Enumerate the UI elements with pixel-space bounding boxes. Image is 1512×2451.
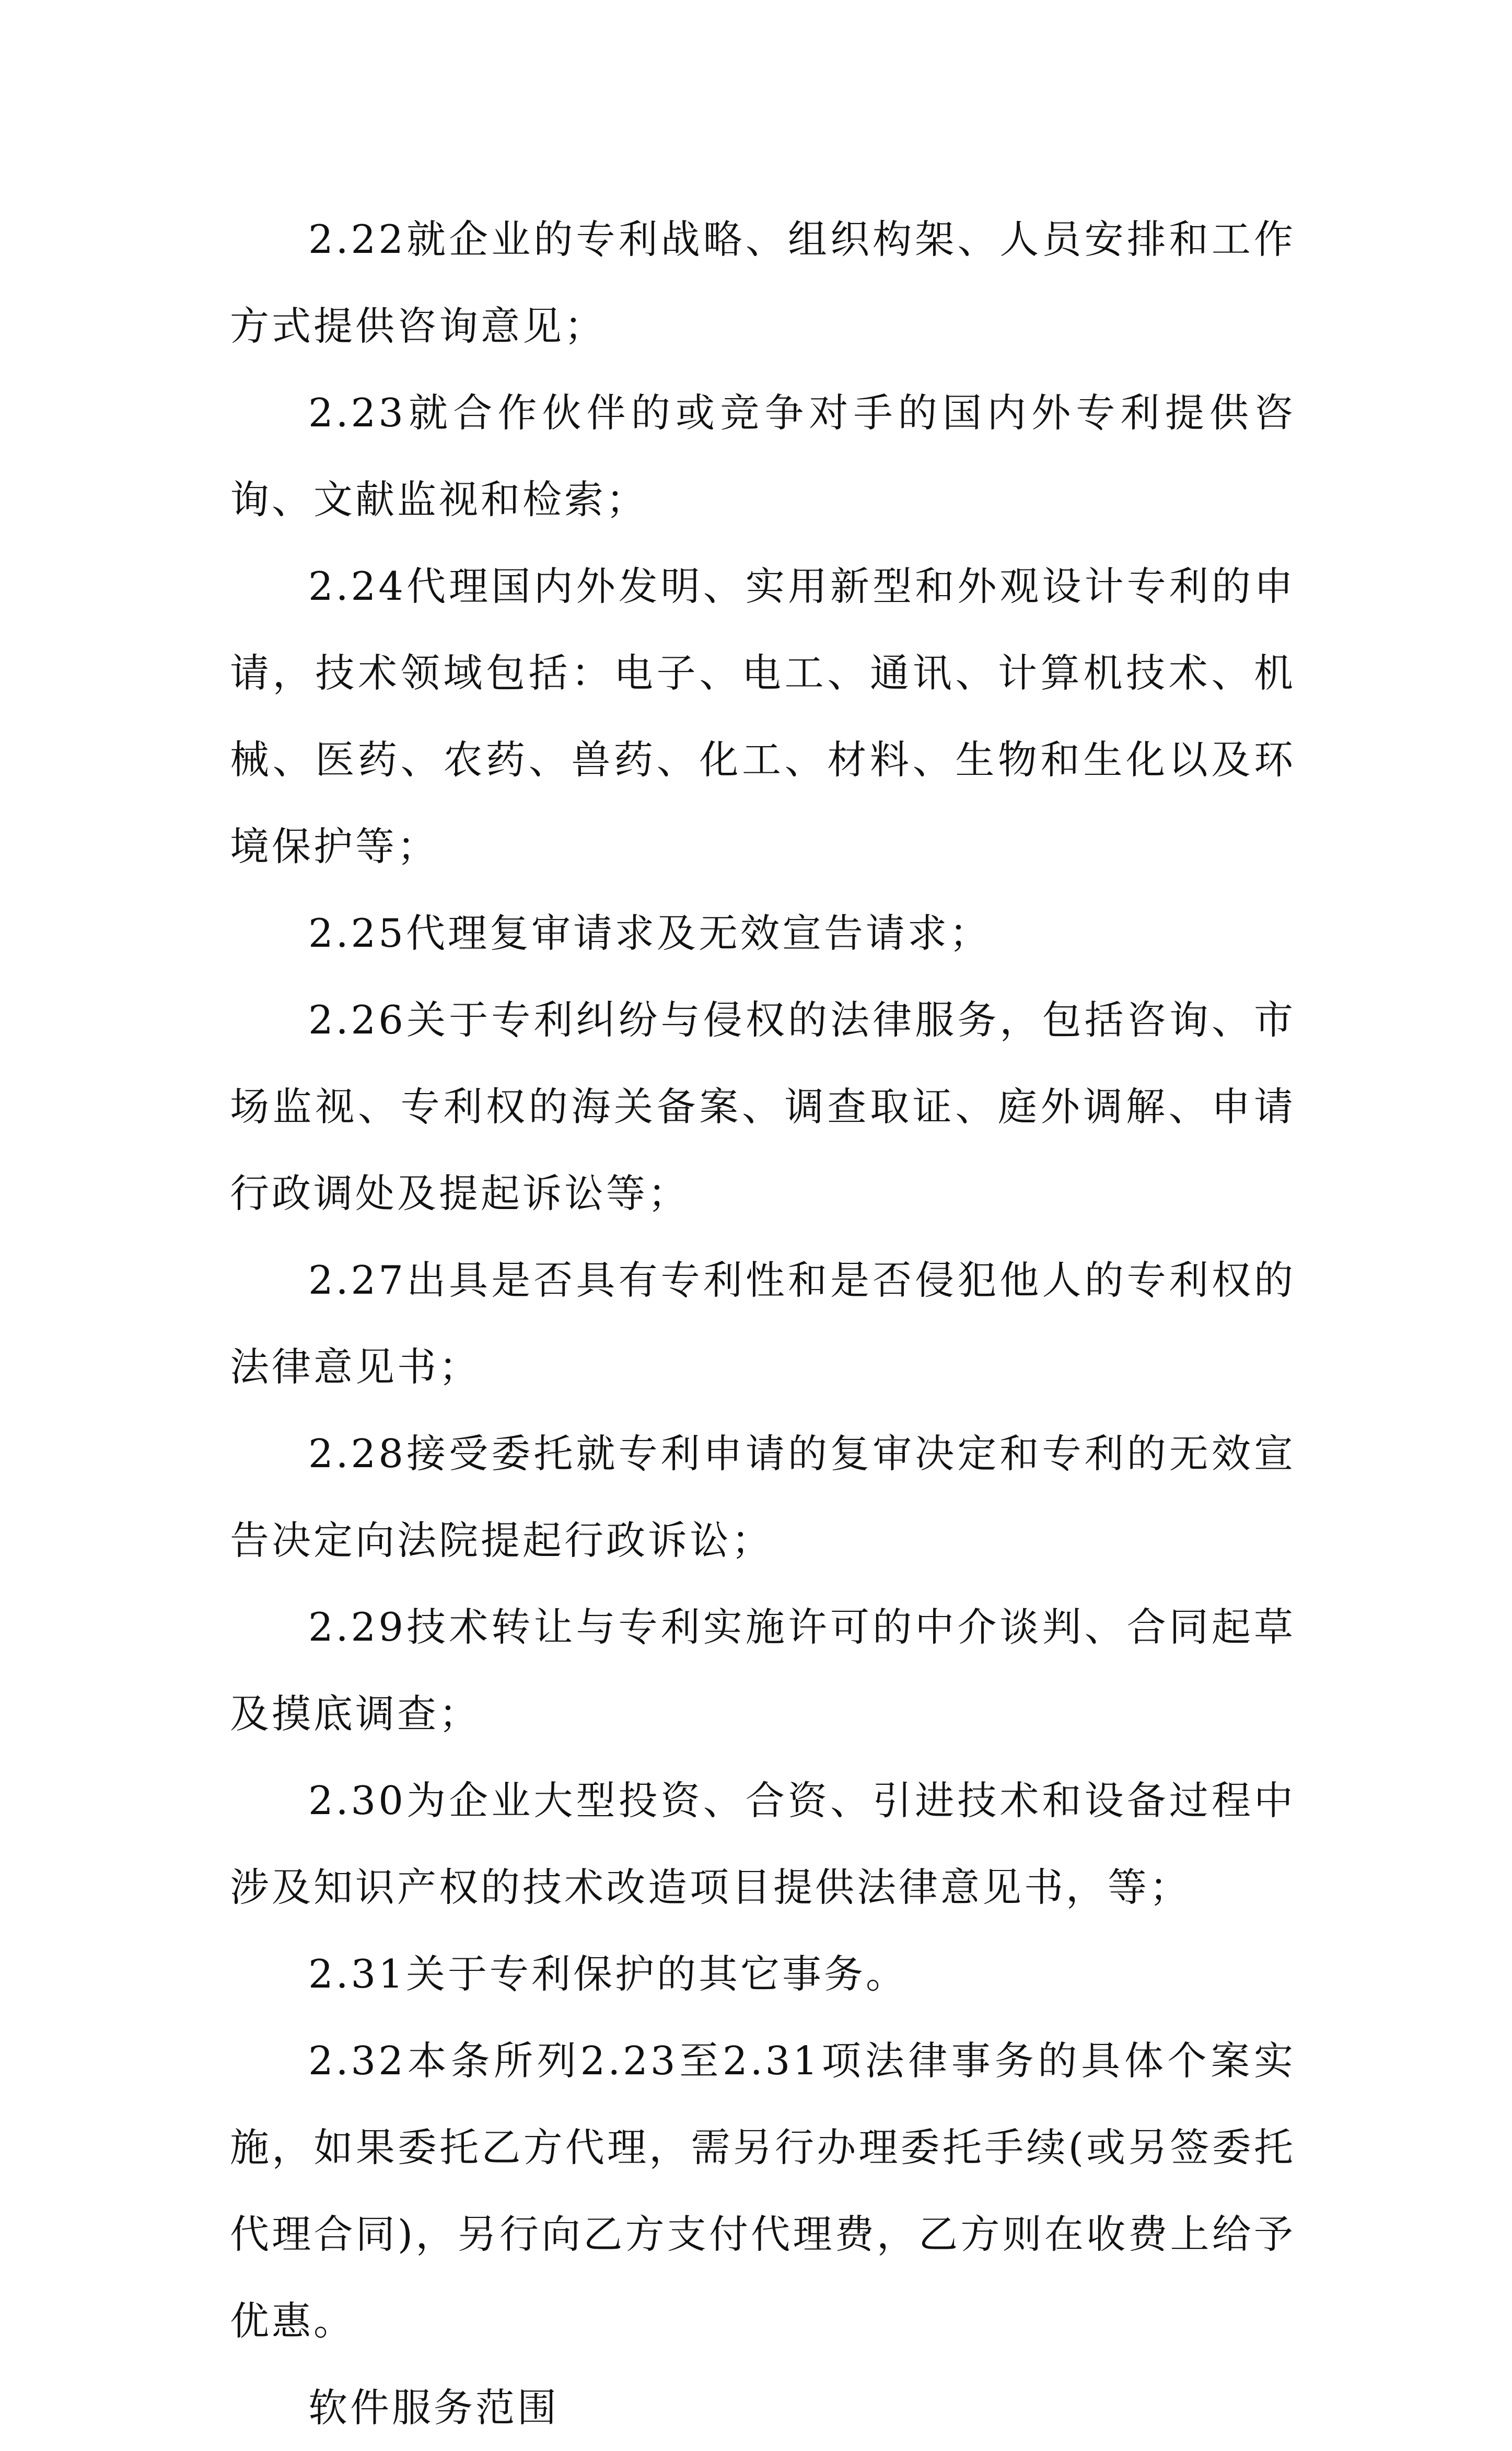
paragraph-2-22: 2.22就企业的专利战略、组织构架、人员安排和工作方式提供咨询意见； <box>230 216 1296 349</box>
section-heading-software-services: 软件服务范围 <box>308 2385 560 2431</box>
paragraph-2-23: 2.23就合作伙伴的或竞争对手的国内外专利提供咨询、文献监视和检索； <box>230 390 1296 522</box>
paragraph-2-32: 2.32本条所列2.23至2.31项法律事务的具体个案实施，如果委托乙方代理，需另行办理委托手续(或另签委托代理合同)，另行向乙方支付代理费，乙方则在收费上给予优惠。 <box>230 2038 1296 2344</box>
paragraph-2-25: 2.25代理复审请求及无效宣告请求； <box>308 910 991 956</box>
paragraph-2-28: 2.28接受委托就专利申请的复审决定和专利的无效宣告决定向法院提起行政诉讼； <box>230 1431 1296 1563</box>
paragraph-2-27: 2.27出具是否具有专利性和是否侵犯他人的专利权的法律意见书； <box>230 1257 1296 1390</box>
paragraph-2-29: 2.29技术转让与专利实施许可的中介谈判、合同起草及摸底调查； <box>230 1604 1296 1737</box>
paragraph-2-26: 2.26关于专利纠纷与侵权的法律服务，包括咨询、市场监视、专利权的海关备案、调查取证、庭外调解、申请行政调处及提起诉讼等； <box>230 997 1296 1216</box>
document-body <box>230 196 1296 2451</box>
paragraph-2-24: 2.24代理国内外发明、实用新型和外观设计专利的申请，技术领域包括：电子、电工、通讯、计算机技术、机械、医药、农药、兽药、化工、材料、生物和生化以及环境保护等； <box>230 563 1296 869</box>
paragraph-2-31: 2.31关于专利保护的其它事务。 <box>308 1951 908 1997</box>
paragraph-2-30: 2.30为企业大型投资、合资、引进技术和设备过程中涉及知识产权的技术改造项目提供法律意见书，等； <box>230 1778 1296 1910</box>
